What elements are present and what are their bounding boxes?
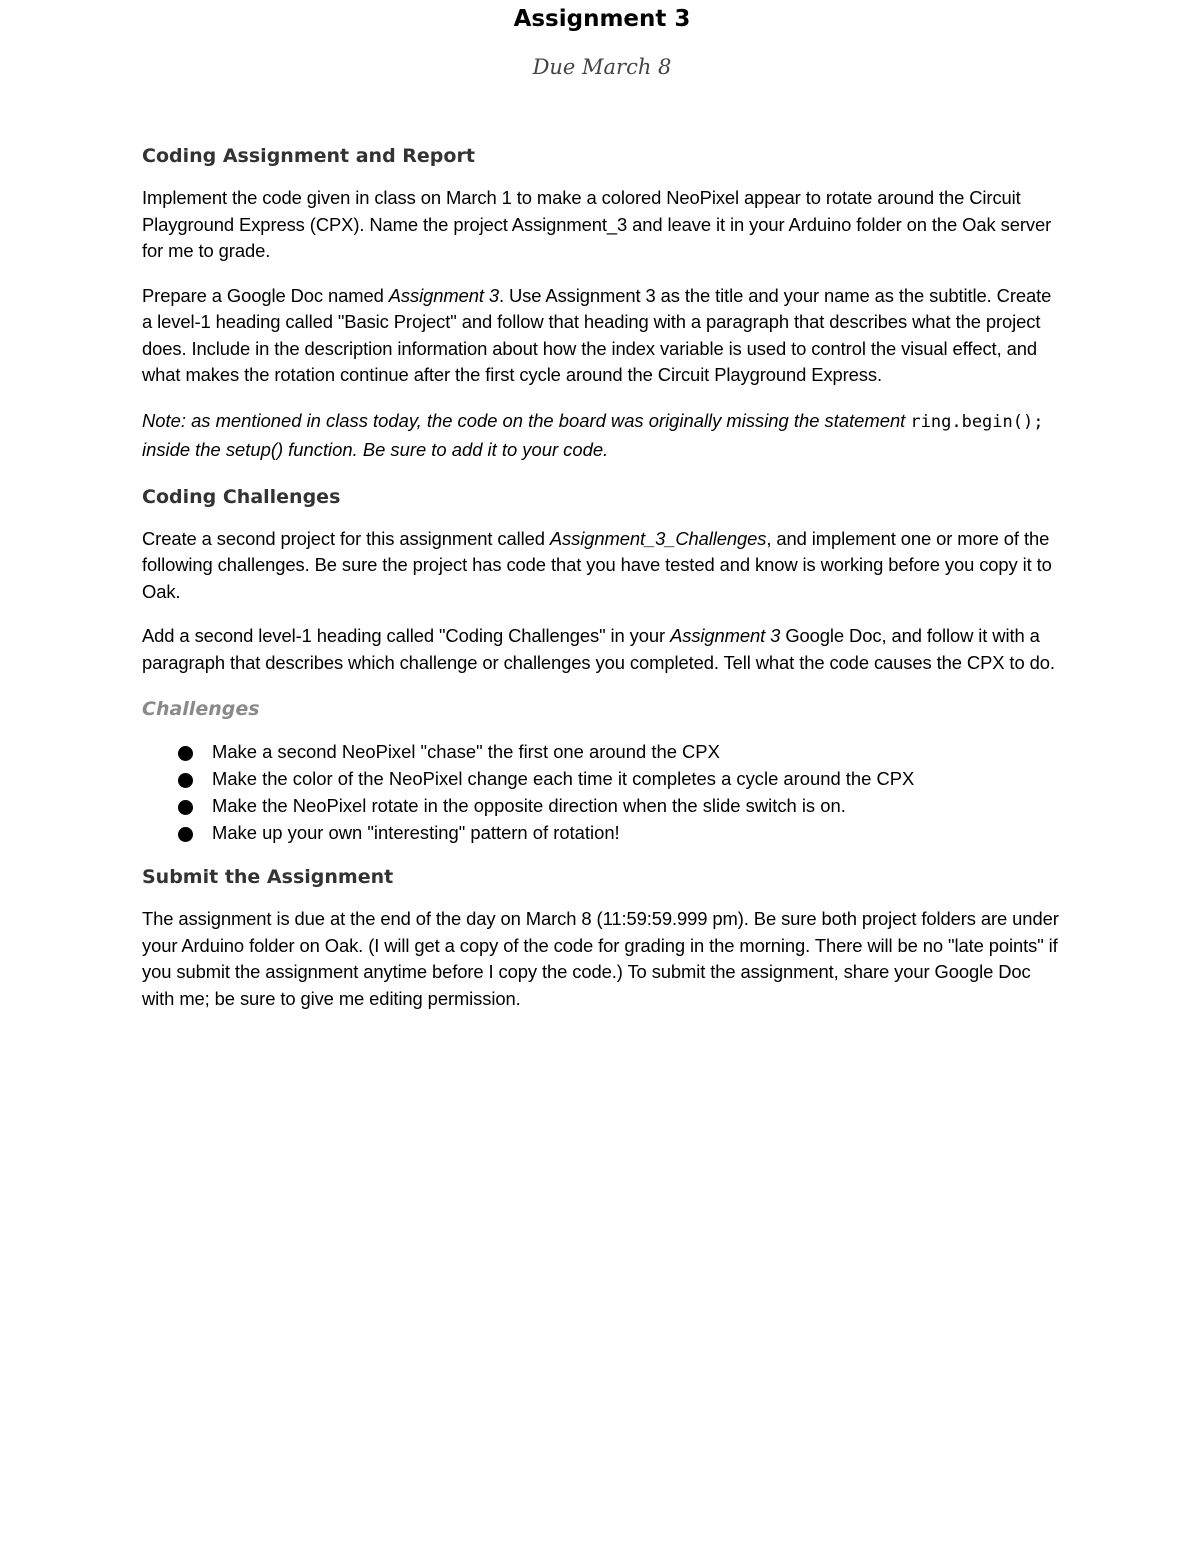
bullet-icon <box>178 773 193 788</box>
challenges-paragraph-1-text-b: , and implement one or more of the following challenges. Be sure the project has code that you have tested and know is working before you copy it to Oak. <box>142 527 1052 602</box>
list-item <box>142 792 1062 819</box>
report-paragraph-2-text-a: Prepare a Google Doc named <box>142 284 389 306</box>
heading-challenges-list: Challenges <box>142 698 260 720</box>
list-item-text: Make the color of the NeoPixel change each time it completes a cycle around the CPX <box>212 768 915 789</box>
report-doc-name: Assignment 3 <box>388 284 499 306</box>
list-item <box>142 738 1062 765</box>
challenges-list <box>142 738 1062 846</box>
document-body <box>142 141 1062 1030</box>
setup-note <box>142 407 1062 464</box>
challenges-paragraph-2-text-b: Google Doc, and follow it with a paragraph that describes which challenge or challenges you completed. Tell what the code causes the CPX to do. <box>142 625 1055 673</box>
challenges-paragraph-1-text-a: Create a second project for this assignment called <box>142 527 550 549</box>
challenges-paragraph-2-text-a: Add a second level-1 heading called "Coding Challenges" in your <box>142 625 671 646</box>
document-subtitle: Due March 8 <box>532 55 672 79</box>
list-item-text: Make the NeoPixel rotate in the opposite direction when the slide switch is on. <box>212 795 846 816</box>
challenges-paragraph-1 <box>142 526 1062 606</box>
challenges-paragraph-2 <box>142 623 1062 676</box>
bullet-icon <box>178 827 193 842</box>
challenges-project-name: Assignment_3_Challenges <box>549 527 767 549</box>
list-item-text: Make up your own "interesting" pattern of rotation! <box>212 822 620 843</box>
report-paragraph-2 <box>142 283 1062 389</box>
report-paragraph-1: Implement the code given in class on March 1 to make a colored NeoPixel appear to rotate around the Circuit Playground Express (CPX). Name the project Assignment_3 and leave it in your Arduino folder on the Oak server for me to grade. <box>142 187 1052 261</box>
submit-paragraph: The assignment is due at the end of the day on March 8 (11:59:59.999 pm). Be sure both project folders are under your Arduino folder on Oak. (I will get a copy of the code for grading in the morning. There will be no "late points" if you submit the assignment anytime before I copy the code.) To submit the assignment, share your Google Doc with me; be sure to give me editing permission. <box>142 908 1059 1009</box>
heading-coding-assignment: Coding Assignment and Report <box>142 145 475 167</box>
list-item <box>142 819 1062 846</box>
heading-submit-assignment: Submit the Assignment <box>142 866 394 888</box>
challenges-doc-name: Assignment 3 <box>670 625 781 646</box>
setup-note-text-b: inside the setup() function. Be sure to add it to your code. <box>142 438 609 460</box>
list-item <box>142 765 1062 792</box>
bullet-icon <box>178 746 193 761</box>
report-paragraph-2-text-b: . Use Assignment 3 as the title and your name as the subtitle. Create a level-1 heading called "Basic Project" and follow that heading with a paragraph that describes what the project does. Include in the description information about how the index variable is used to control the visual effect, and what makes the rotation continue after the first cycle around the Circuit Playground Express. <box>142 284 1052 385</box>
setup-note-text-a: Note: as mentioned in class today, the code on the board was originally missing the statement <box>142 409 911 431</box>
bullet-icon <box>178 800 193 815</box>
list-item-text: Make a second NeoPixel "chase" the first one around the CPX <box>212 741 720 762</box>
heading-coding-challenges: Coding Challenges <box>142 485 341 508</box>
code-statement: ring.begin(); <box>910 411 1044 432</box>
document-title: Assignment 3 <box>513 6 691 32</box>
